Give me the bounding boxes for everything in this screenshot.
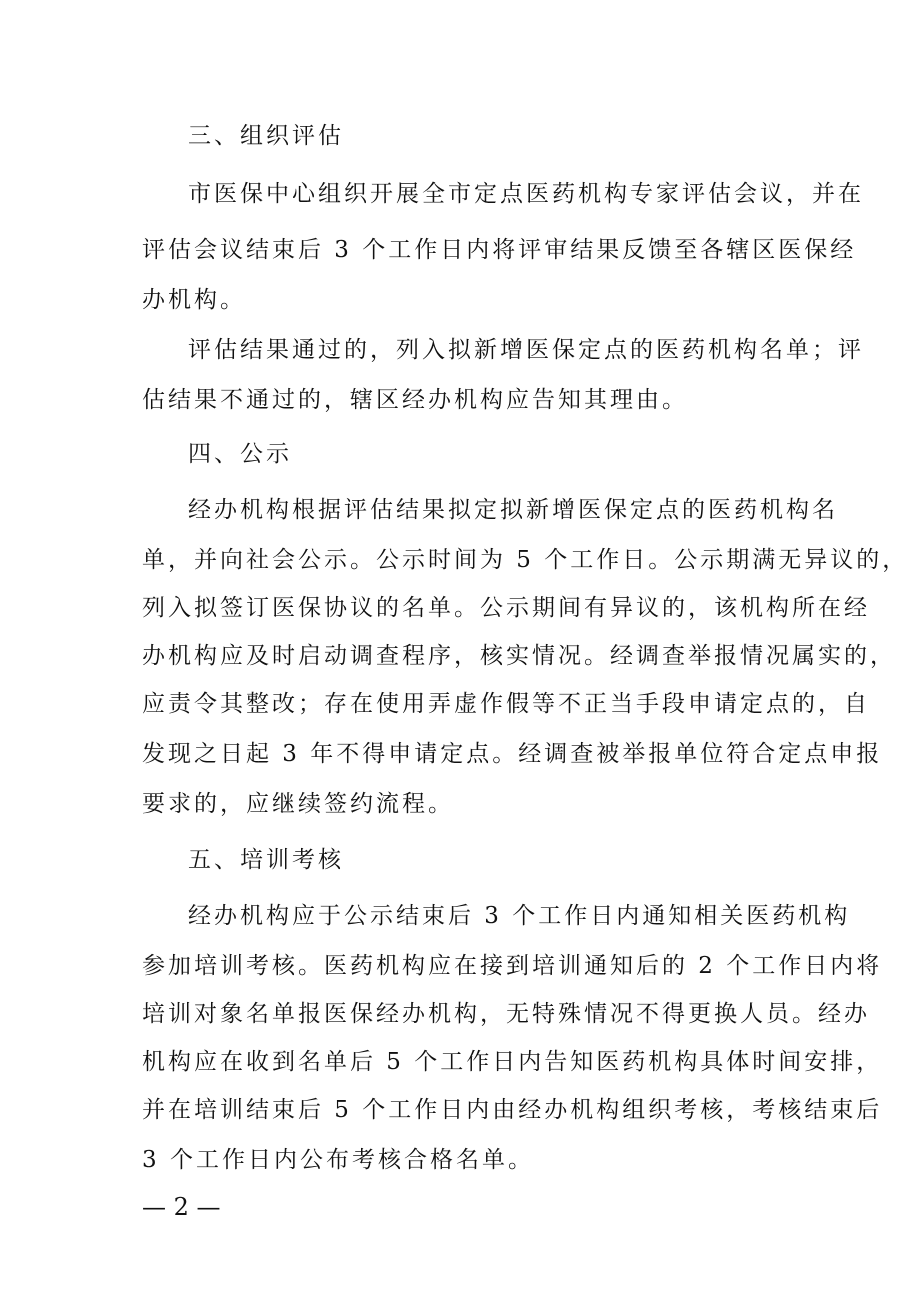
section-heading: 四、公示 xyxy=(188,441,292,467)
paragraph-line: 评估会议结束后 3 个工作日内将评审结果反馈至各辖区医保经 xyxy=(142,237,857,263)
paragraph-line: 市医保中心组织开展全市定点医药机构专家评估会议，并在 xyxy=(188,181,864,207)
paragraph-line: 经办机构应于公示结束后 3 个工作日内通知相关医药机构 xyxy=(188,903,851,929)
paragraph-line: 机构应在收到名单后 5 个工作日内告知医药机构具体时间安排， xyxy=(142,1049,883,1075)
paragraph-line: 办机构应及时启动调查程序，核实情况。经调查举报情况属实的， xyxy=(142,643,896,669)
paragraph-line: 单，并向社会公示。公示时间为 5 个工作日。公示期满无异议的， xyxy=(142,547,909,573)
page-number: — 2 — xyxy=(142,1193,221,1221)
paragraph-line: 经办机构根据评估结果拟定拟新增医保定点的医药机构名 xyxy=(188,497,838,523)
paragraph-line: 培训对象名单报医保经办机构，无特殊情况不得更换人员。经办 xyxy=(142,1001,870,1027)
paragraph-line: 发现之日起 3 年不得申请定点。经调查被举报单位符合定点申报 xyxy=(142,741,883,767)
section-heading: 五、培训考核 xyxy=(188,847,344,873)
paragraph-line: 列入拟签订医保协议的名单。公示期间有异议的，该机构所在经 xyxy=(142,595,870,621)
paragraph-line: 办机构。 xyxy=(142,287,246,313)
paragraph-line: 评估结果通过的，列入拟新增医保定点的医药机构名单；评 xyxy=(188,337,864,363)
paragraph-line: 估结果不通过的，辖区经办机构应告知其理由。 xyxy=(142,387,688,413)
paragraph-line: 参加培训考核。医药机构应在接到培训通知后的 2 个工作日内将 xyxy=(142,953,883,979)
paragraph-line: 并在培训结束后 5 个工作日内由经办机构组织考核，考核结束后 xyxy=(142,1097,883,1123)
paragraph-line: 3 个工作日内公布考核合格名单。 xyxy=(142,1147,534,1173)
paragraph-line: 要求的，应继续签约流程。 xyxy=(142,791,454,817)
paragraph-line: 应责令其整改；存在使用弄虚作假等不正当手段申请定点的，自 xyxy=(142,691,870,717)
section-heading: 三、组织评估 xyxy=(188,123,344,149)
